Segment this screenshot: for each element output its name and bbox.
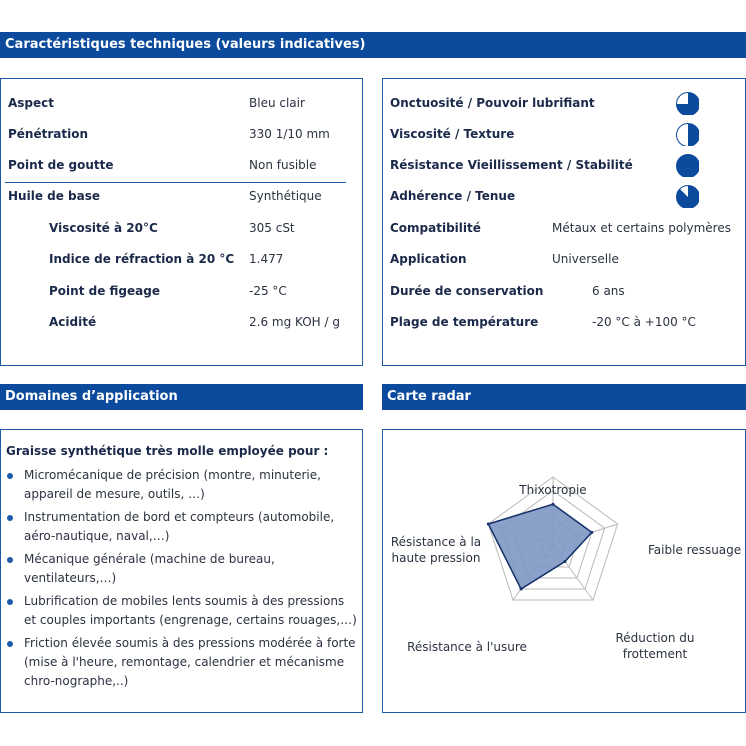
tech-left-value: 2.6 mg KOH / g — [249, 315, 340, 329]
radar-axis-label: Réduction du frottement — [615, 631, 695, 661]
domain-list-item — [5, 508, 357, 546]
domain-item-text: Micromécanique de précision (montre, minuterie, appareil de mesure, outils, …) — [24, 468, 321, 501]
tech-right-value: 6 ans — [592, 284, 625, 298]
radar-chart — [383, 430, 745, 712]
domains-list — [5, 466, 357, 695]
domain-item-text: Friction élevée soumis à des pressions modérée à forte (mise à l'heure, remontage, calendrier et mécanisme chro-nographe,..) — [24, 636, 356, 688]
radar-axis-label: Thixotropie — [519, 483, 587, 497]
tech-left-value: 330 1/10 mm — [249, 127, 330, 141]
tech-left-value: -25 °C — [249, 284, 287, 298]
tech-left-value: Synthétique — [249, 189, 322, 203]
tech-left-label: Point de goutte — [8, 158, 114, 172]
radar-data-point — [590, 531, 593, 534]
tech-left-label: Indice de réfraction à 20 °C — [49, 252, 235, 266]
tech-section-title: Caractéristiques techniques (valeurs indicatives) — [0, 32, 746, 58]
bullet-icon — [7, 599, 13, 605]
bullet-icon — [7, 641, 13, 647]
tech-left-label: Huile de base — [8, 189, 101, 203]
radar-axis-label: Résistance à la haute pression — [390, 535, 482, 565]
radar-data-point — [552, 503, 555, 506]
tech-right-label: Adhérence / Tenue — [390, 189, 516, 203]
tech-left-panel — [0, 78, 363, 366]
domain-list-item — [5, 466, 357, 504]
tech-right-label: Application — [390, 252, 467, 266]
rating-pie-icon — [675, 184, 699, 208]
domain-item-text: Instrumentation de bord et compteurs (automobile, aéro-nautique, naval,…) — [24, 510, 335, 543]
tech-right-label: Onctuosité / Pouvoir lubrifiant — [390, 96, 595, 110]
tech-right-value: Universelle — [552, 252, 619, 266]
bullet-icon — [7, 515, 13, 521]
tech-right-label: Viscosité / Texture — [390, 127, 515, 141]
tech-left-value: Bleu clair — [249, 96, 305, 110]
tech-right-value: -20 °C à +100 °C — [592, 315, 696, 329]
domain-list-item — [5, 592, 357, 630]
radar-axis-label: Faible ressuage — [648, 543, 742, 557]
tech-left-value: 1.477 — [249, 252, 284, 266]
radar-axis-label: Résistance à l'usure — [407, 640, 527, 654]
tech-left-label: Aspect — [8, 96, 55, 110]
rating-pie-icon — [675, 153, 699, 177]
tech-left-label: Pénétration — [8, 127, 89, 141]
tech-left-value: Non fusible — [249, 158, 317, 172]
tech-left-value: 305 cSt — [249, 221, 295, 235]
radar-panel — [382, 429, 746, 713]
domain-list-item — [5, 634, 357, 691]
tech-right-panel — [382, 78, 746, 366]
domain-item-text: Mécanique générale (machine de bureau, ventilateurs,…) — [24, 552, 275, 585]
radar-data-point — [520, 588, 523, 591]
domain-list-item — [5, 550, 357, 588]
bullet-icon — [7, 557, 13, 563]
rating-pie-icon — [675, 91, 699, 115]
bullet-icon — [7, 473, 13, 479]
domains-section-title: Domaines d’application — [0, 384, 363, 410]
tech-right-label: Résistance Vieillissement / Stabilité — [390, 158, 633, 172]
domains-panel — [0, 429, 363, 713]
domain-item-text: Lubrification de mobiles lents soumis à des pressions et couples importants (engrenage, certains rouages,…) — [24, 594, 357, 627]
radar-data-point — [487, 522, 490, 525]
domains-intro: Graisse synthétique très molle employée pour : — [6, 444, 329, 458]
tech-right-label: Durée de conservation — [390, 284, 544, 298]
rating-pie-icon — [675, 122, 699, 146]
radar-section-title: Carte radar — [382, 384, 746, 410]
tech-right-value: Métaux et certains polymères — [552, 221, 731, 235]
tech-right-label: Compatibilité — [390, 221, 481, 235]
radar-data-point — [563, 560, 566, 563]
tech-left-label: Acidité — [49, 315, 97, 329]
tech-left-label: Point de figeage — [49, 284, 160, 298]
base-oil-separator — [5, 182, 346, 183]
tech-left-label: Viscosité à 20°C — [49, 221, 158, 235]
tech-right-label: Plage de température — [390, 315, 539, 329]
